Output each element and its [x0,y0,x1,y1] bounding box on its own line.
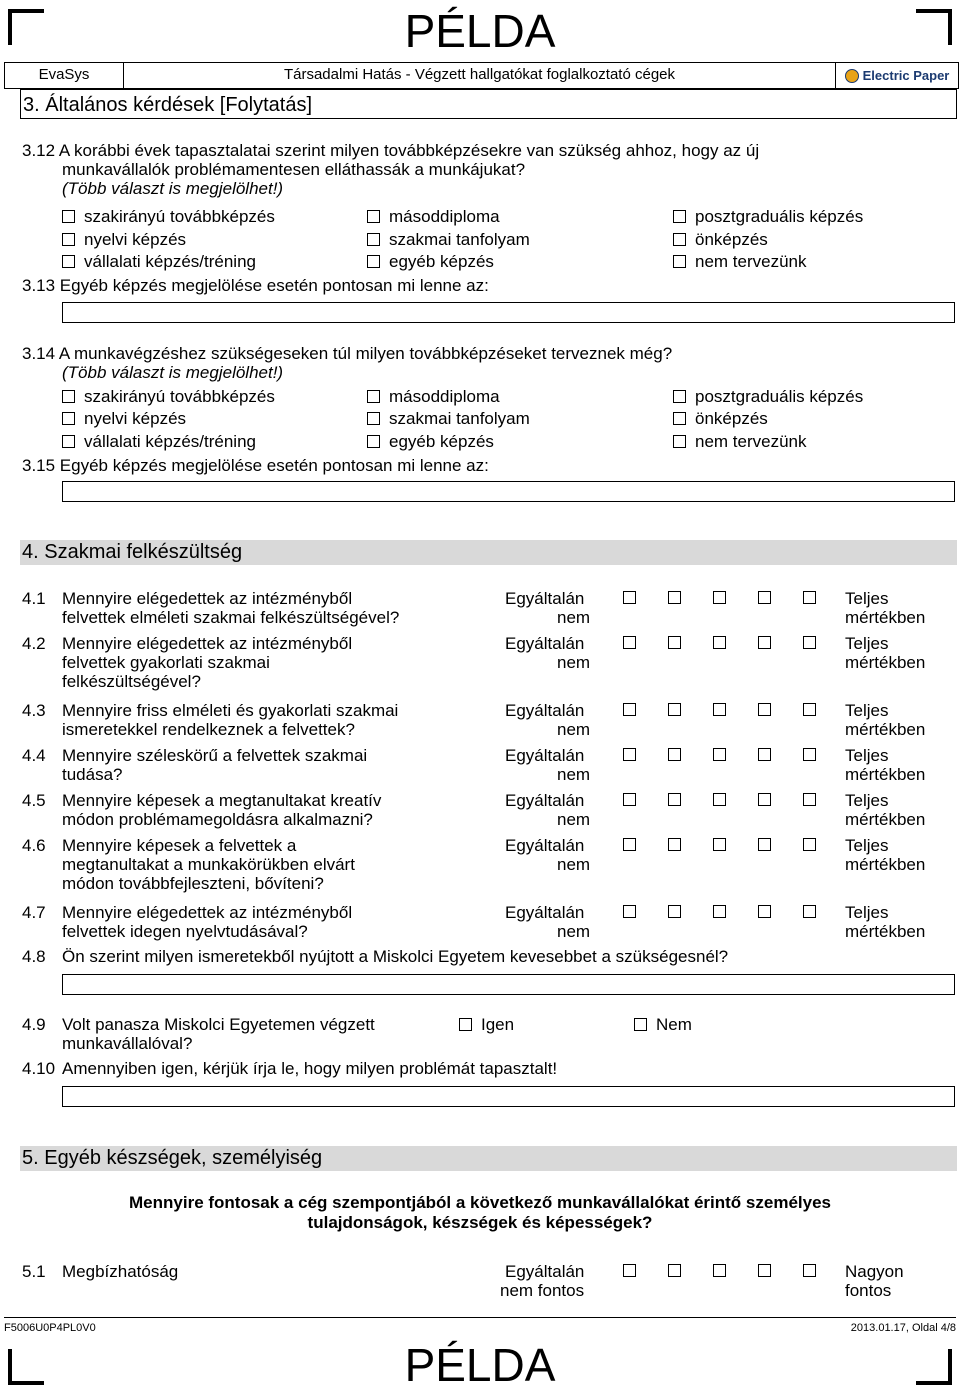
rating-checkbox[interactable] [623,636,636,649]
scale-label: Egyáltalán [505,634,585,653]
header-left: EvaSys [5,63,124,88]
scale-label: mértékben [845,608,926,627]
rating-question-num: 4.1 [22,589,46,608]
scale-label: Teljes [845,634,889,653]
section5-intro-1: Mennyire fontosak a cég szempontjából a következő munkavállalókat érintő személyes [129,1193,831,1212]
header-title: Társadalmi Hatás - Végzett hallgatókat foglalkoztató cégek [283,66,676,83]
checkbox[interactable] [62,412,75,425]
q314-option[interactable]: nyelvi képzés [62,409,186,429]
scale-label: mértékben [845,922,926,941]
q312-option[interactable]: másoddiploma [367,207,500,227]
q314-option[interactable]: szakirányú továbbképzés [62,387,275,407]
q49-no-option[interactable]: Nem [634,1015,692,1035]
q49-text-2: munkavállalóval? [62,1034,193,1053]
q49-yes-option[interactable]: Igen [459,1015,514,1035]
rating-checkbox[interactable] [758,1264,771,1277]
scale-label: Teljes [845,589,889,608]
rating-checkbox[interactable] [623,1264,636,1277]
q51-num: 5.1 [22,1262,46,1281]
q314-option[interactable]: nem tervezünk [673,432,807,452]
rating-checkbox[interactable] [713,591,726,604]
rating-checkbox[interactable] [803,905,816,918]
q314-option[interactable]: másoddiploma [367,387,500,407]
scale-label: Egyáltalán [505,589,585,608]
checkbox[interactable] [62,233,75,246]
rating-checkbox[interactable] [803,793,816,806]
rating-question-text: Mennyire széleskörű a felvettek szakmai [62,746,368,765]
scale-label: mértékben [845,720,926,739]
q48-text: Ön szerint milyen ismeretekből nyújtott a Miskolci Egyetem kevesebbet a szükségesnél? [62,947,729,966]
q312-text-1: 3.12 A korábbi évek tapasztalatai szerint milyen továbbképzésekre van szükség ahhoz, hogy az új [22,141,760,160]
rating-question-text: felkészültségével? [62,672,201,691]
rating-checkbox[interactable] [713,793,726,806]
logo-text: Electric Paper [862,68,950,83]
rating-checkbox[interactable] [623,793,636,806]
scale-label: mértékben [845,810,926,829]
checkbox[interactable] [367,412,380,425]
rating-checkbox[interactable] [623,703,636,716]
q314-option[interactable]: szakmai tanfolyam [367,409,530,429]
q51-scale-left-1: Egyáltalán [505,1262,585,1281]
rating-checkbox[interactable] [623,748,636,761]
q314-option[interactable]: önképzés [673,409,768,429]
q314-option[interactable]: vállalati képzés/tréning [62,432,256,452]
rating-question-text: felvettek idegen nyelvtudásával? [62,922,308,941]
rating-question-text: felvettek elméleti szakmai felkészültségével? [62,608,400,627]
q312-option[interactable]: nem tervezünk [673,252,807,272]
section5-intro-2: tulajdonságok, készségek és képességek? [307,1213,653,1232]
q312-option[interactable]: egyéb képzés [367,252,494,272]
q315-input[interactable] [62,481,955,502]
checkbox[interactable] [367,210,380,223]
q312-text-2: munkavállalók problémamentesen elláthassák a munkájukat? [62,160,526,179]
scale-label: nem [557,608,591,627]
rating-checkbox[interactable] [758,591,771,604]
section-4-title: 4. Szakmai felkészültség [20,540,957,565]
rating-question-text: tudása? [62,765,123,784]
rating-question-num: 4.3 [22,701,46,720]
checkbox[interactable] [62,255,75,268]
checkbox[interactable] [62,210,75,223]
rating-checkbox[interactable] [623,905,636,918]
q312-option[interactable]: önképzés [673,230,768,250]
rating-checkbox[interactable] [803,636,816,649]
rating-checkbox[interactable] [758,793,771,806]
checkbox[interactable] [634,1018,647,1031]
scale-label: nem [557,810,591,829]
rating-checkbox[interactable] [668,838,681,851]
q312-option[interactable]: vállalati képzés/tréning [62,252,256,272]
q312-option[interactable]: szakirányú továbbképzés [62,207,275,227]
q410-input[interactable] [62,1086,955,1107]
section-5-title: 5. Egyéb készségek, személyiség [20,1146,957,1171]
rating-question-text: ismeretekkel rendelkeznek a felvettek? [62,720,355,739]
rating-checkbox[interactable] [758,748,771,761]
checkbox[interactable] [459,1018,472,1031]
checkbox[interactable] [673,412,686,425]
scale-label: nem [557,720,591,739]
scale-label: mértékben [845,765,926,784]
watermark-bottom: PÉLDA [404,1339,556,1391]
scale-label: Teljes [845,903,889,922]
scale-label: mértékben [845,855,926,874]
rating-checkbox[interactable] [758,636,771,649]
scale-label: Egyáltalán [505,903,585,922]
checkbox[interactable] [367,233,380,246]
checkbox[interactable] [367,390,380,403]
rating-checkbox[interactable] [623,591,636,604]
rating-checkbox[interactable] [713,838,726,851]
rating-checkbox[interactable] [713,636,726,649]
logo-icon [845,69,859,83]
rating-checkbox[interactable] [803,591,816,604]
q51-scale-left-2: nem fontos [500,1281,585,1300]
q314-text: 3.14 A munkavégzéshez szükségeseken túl milyen továbbképzéseket terveznek még? [22,344,673,363]
page-header [4,62,959,89]
rating-checkbox[interactable] [668,905,681,918]
q48-num: 4.8 [22,947,46,966]
header-logo [835,63,958,88]
q312-option[interactable]: szakmai tanfolyam [367,230,530,250]
rating-question-text: módon problémamegoldásra alkalmazni? [62,810,373,829]
rating-question-num: 4.7 [22,903,46,922]
scale-label: Egyáltalán [505,836,585,855]
rating-question-text: Mennyire elégedettek az intézményből [62,589,353,608]
q314-option[interactable]: posztgraduális képzés [673,387,863,407]
scale-label: Teljes [845,746,889,765]
scale-label: nem [557,922,591,941]
checkbox[interactable] [367,435,380,448]
q410-num: 4.10 [22,1059,56,1078]
rating-checkbox[interactable] [803,703,816,716]
rating-question-text: felvettek gyakorlati szakmai [62,653,270,672]
rating-checkbox[interactable] [713,905,726,918]
watermark-top: PÉLDA [404,5,556,57]
q312-hint: (Több választ is megjelölhet!) [62,179,284,198]
checkbox[interactable] [673,233,686,246]
rating-checkbox[interactable] [668,793,681,806]
q49-num: 4.9 [22,1015,46,1034]
rating-question-num: 4.4 [22,746,46,765]
checkbox[interactable] [673,390,686,403]
rating-checkbox[interactable] [713,748,726,761]
rating-checkbox[interactable] [713,1264,726,1277]
q313-text: 3.13 Egyéb képzés megjelölése esetén pontosan mi lenne az: [22,276,489,295]
scale-label: Egyáltalán [505,701,585,720]
scale-label: Egyáltalán [505,746,585,765]
q312-option[interactable]: posztgraduális képzés [673,207,863,227]
rating-checkbox[interactable] [803,748,816,761]
q51-text: Megbízhatóság [62,1262,179,1281]
rating-question-text: módon továbbfejleszteni, bővíteni? [62,874,324,893]
checkbox[interactable] [673,435,686,448]
rating-question-num: 4.6 [22,836,46,855]
rating-checkbox[interactable] [668,591,681,604]
scale-label: Teljes [845,791,889,810]
q48-input[interactable] [62,974,955,995]
rating-checkbox[interactable] [668,1264,681,1277]
rating-question-num: 4.2 [22,634,46,653]
rating-checkbox[interactable] [623,838,636,851]
rating-checkbox[interactable] [758,838,771,851]
rating-checkbox[interactable] [668,636,681,649]
rating-question-text: Mennyire képesek a megtanultakat kreatív [62,791,382,810]
q314-option[interactable]: egyéb képzés [367,432,494,452]
q315-text: 3.15 Egyéb képzés megjelölése esetén pontosan mi lenne az: [22,456,489,475]
q51-scale-right-2: fontos [845,1281,892,1300]
rating-question-text: megtanultakat a munkakörükben elvárt [62,855,355,874]
rating-checkbox[interactable] [713,703,726,716]
scale-label: Egyáltalán [505,791,585,810]
scale-label: Teljes [845,836,889,855]
rating-checkbox[interactable] [668,748,681,761]
q51-scale-right-1: Nagyon [845,1262,904,1281]
q313-input[interactable] [62,302,955,323]
checkbox[interactable] [367,255,380,268]
page-info: 2013.01.17, Oldal 4/8 [850,1322,956,1334]
checkbox[interactable] [62,390,75,403]
rating-checkbox[interactable] [758,703,771,716]
rating-question-text: Mennyire képesek a felvettek a [62,836,297,855]
q312-option[interactable]: nyelvi képzés [62,230,186,250]
checkbox[interactable] [673,210,686,223]
scale-label: Teljes [845,701,889,720]
scale-label: nem [557,653,591,672]
rating-question-num: 4.5 [22,791,46,810]
q314-hint: (Több választ is megjelölhet!) [62,363,284,382]
rating-checkbox[interactable] [803,838,816,851]
rating-checkbox[interactable] [803,1264,816,1277]
rating-question-text: Mennyire elégedettek az intézményből [62,634,353,653]
rating-question-text: Mennyire elégedettek az intézményből [62,903,353,922]
footer-divider [4,1317,956,1318]
q410-text: Amennyiben igen, kérjük írja le, hogy milyen problémát tapasztalt! [62,1059,558,1078]
checkbox[interactable] [673,255,686,268]
checkbox[interactable] [62,435,75,448]
scale-label: nem [557,765,591,784]
section-3-title: 3. Általános kérdések [Folytatás] [20,89,957,119]
rating-checkbox[interactable] [668,703,681,716]
q49-text-1: Volt panasza Miskolci Egyetemen végzett [62,1015,375,1034]
rating-checkbox[interactable] [758,905,771,918]
form-code: F5006U0P4PL0V0 [4,1322,96,1334]
rating-question-text: Mennyire friss elméleti és gyakorlati szakmai [62,701,399,720]
scale-label: mértékben [845,653,926,672]
scale-label: nem [557,855,591,874]
